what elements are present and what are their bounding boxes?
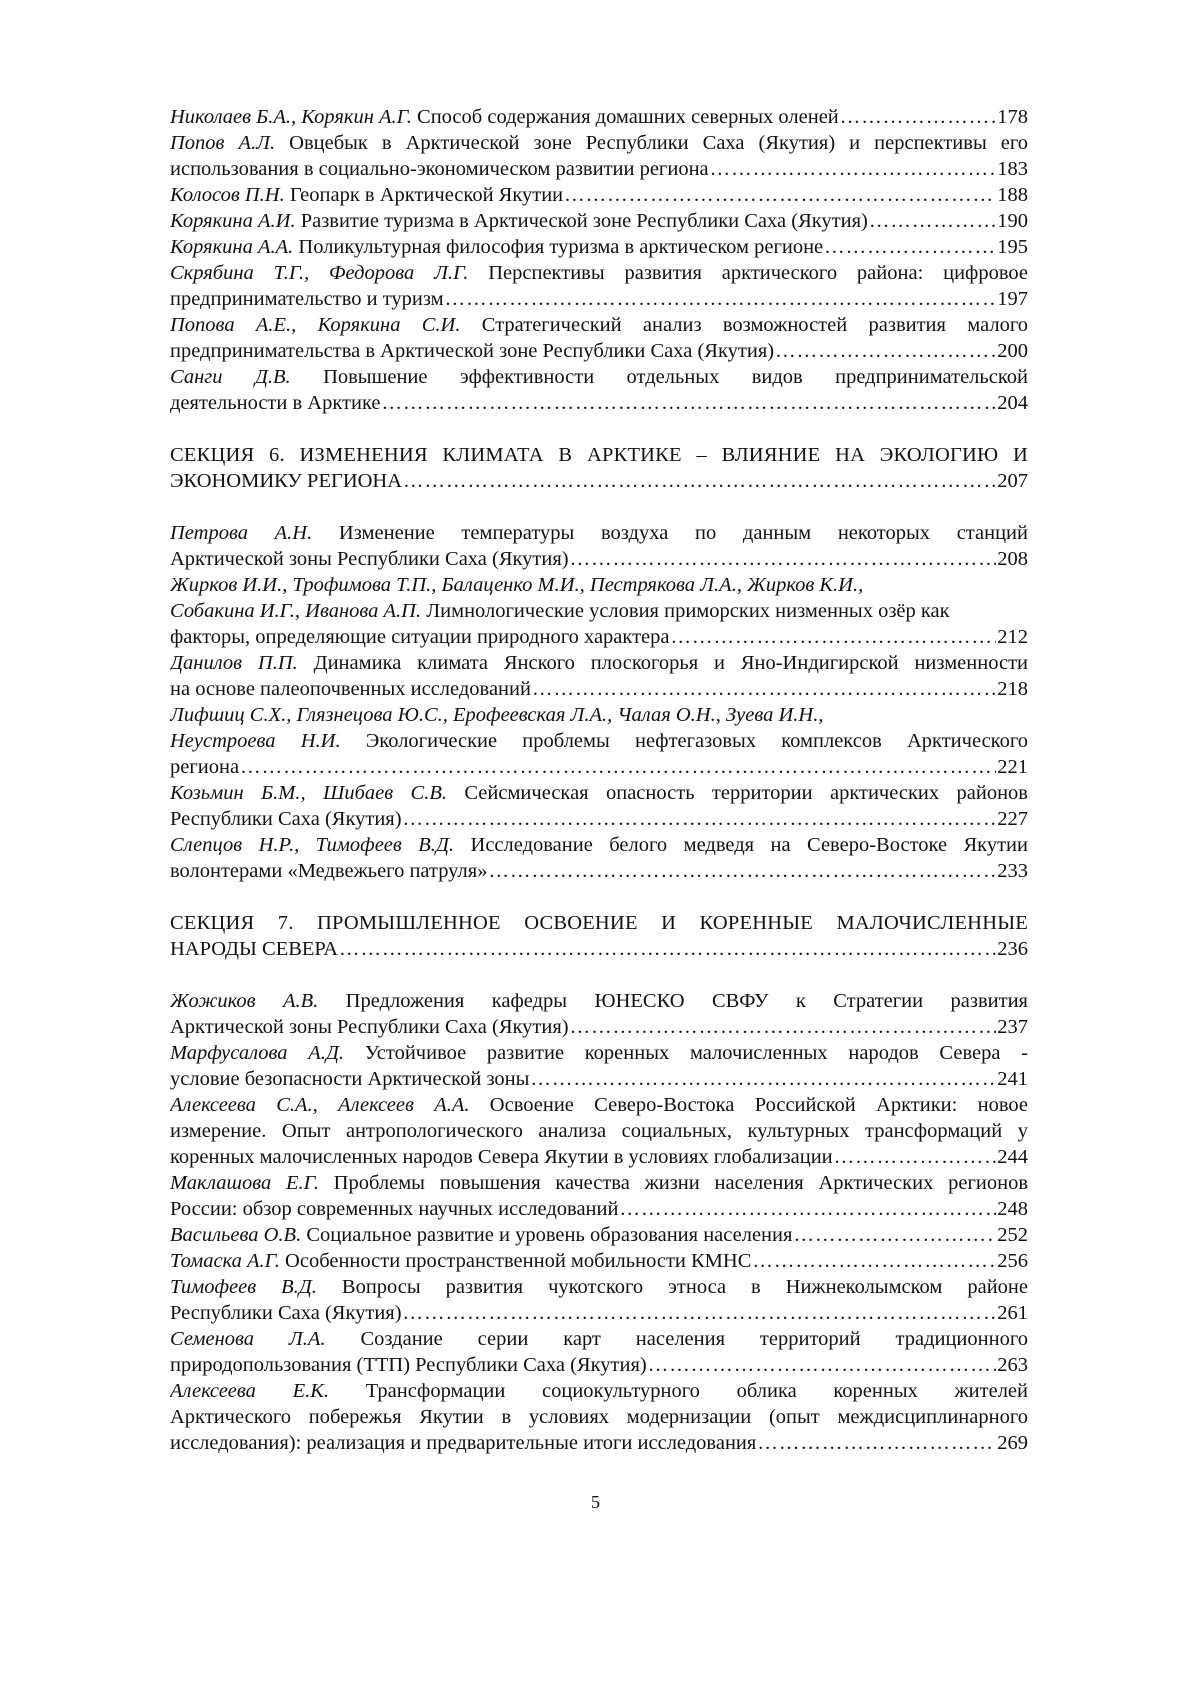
toc-entry[interactable] [170, 312, 1028, 364]
entry-title: Поликультурная философия туризма в арктическом регионе [293, 236, 824, 258]
entry-text-wrap [170, 1352, 647, 1378]
toc-entry[interactable] [170, 988, 1028, 1040]
entry-authors: Алексеева С.А., Алексеев А.А. [170, 1094, 470, 1116]
dot-leader [869, 208, 996, 234]
toc-entry-last-line [170, 1144, 1028, 1170]
toc-entry-line [170, 650, 1028, 676]
entry-title: Динамика климата Янского плоскогорья и Яно-Индигирской низменности [297, 652, 1028, 674]
entry-authors: Тимофеев В.Д. [170, 1276, 317, 1298]
toc-entry[interactable] [170, 1378, 1028, 1456]
entry-title: коренных малочисленных народов Севера Якутии в условиях глобализации [170, 1146, 833, 1168]
toc-entry[interactable] [170, 520, 1028, 572]
toc-entry[interactable] [170, 260, 1028, 312]
entry-title: Исследование белого медведя на Северо-Востоке Якутии [454, 834, 1028, 856]
toc-entry-last-line [170, 624, 1028, 650]
entry-title: предпринимательство и туризм [170, 288, 444, 310]
entry-authors: Алексеева Е.К. [170, 1380, 329, 1402]
entry-page-number: 237 [997, 1016, 1028, 1038]
entry-text-wrap [170, 1300, 402, 1326]
entry-text-wrap [170, 1144, 833, 1170]
toc-entry[interactable] [170, 832, 1028, 884]
entry-title: Республики Саха (Якутия) [170, 808, 402, 830]
entry-authors: Собакина И.Г., Иванова А.П. [170, 600, 422, 622]
entry-title: Способ содержания домашних северных оленей [411, 106, 839, 128]
toc-entry-last-line [170, 676, 1028, 702]
dot-leader [840, 104, 996, 130]
entry-authors: Жирков И.И., Трофимова Т.П., Балаценко М.И., Пестрякова Л.А., Жирков К.И., [170, 574, 864, 596]
section-7-title-line2: НАРОДЫ СЕВЕРА [170, 938, 339, 960]
entry-page-number: 261 [997, 1302, 1028, 1324]
toc-entry[interactable] [170, 650, 1028, 702]
entry-page-number: 221 [997, 756, 1028, 778]
dot-leader [752, 1248, 996, 1274]
toc-entry-last-line [170, 1066, 1028, 1092]
entry-authors: Васильева О.В. [170, 1224, 302, 1246]
entry-title: использования в социально-экономическом развитии региона [170, 158, 709, 180]
entry-page-number: 269 [997, 1432, 1028, 1454]
toc-entry[interactable] [170, 364, 1028, 416]
entry-page-number: 218 [997, 678, 1028, 700]
toc-entry-line [170, 260, 1028, 286]
entry-title: Геопарк в Арктической Якутии [284, 184, 564, 206]
toc-entry-last-line [170, 104, 1028, 130]
toc-entry-line [170, 312, 1028, 338]
entry-title: условие безопасности Арктической зоны [170, 1068, 530, 1090]
entry-page-number: 178 [997, 106, 1028, 128]
table-of-contents [170, 104, 1028, 1456]
toc-entry-last-line [170, 1352, 1028, 1378]
entry-text-wrap [170, 624, 670, 650]
toc-entry-line [170, 780, 1028, 806]
dot-leader [570, 546, 997, 572]
toc-entry-last-line [170, 1222, 1028, 1248]
entry-page-number: 188 [997, 184, 1028, 206]
entry-text-wrap [170, 104, 839, 130]
entry-title: Социальное развитие и уровень образования населения [301, 1224, 793, 1246]
entry-authors: Лифшиц С.Х., Глязнецова Ю.С., Ерофеевская Л.А., Чалая О.Н., Зуева И.Н., [170, 704, 824, 726]
dot-leader [564, 182, 996, 208]
toc-entry-last-line [170, 390, 1028, 416]
entry-page-number: 204 [997, 392, 1028, 414]
entry-text-wrap [170, 156, 709, 182]
entry-authors: Слепцов Н.Р., Тимофеев В.Д. [170, 834, 455, 856]
entry-title: Арктической зоны Республики Саха (Якутия) [170, 1016, 569, 1038]
dot-leader [339, 936, 996, 962]
dot-leader [240, 754, 996, 780]
entry-text-wrap [170, 286, 444, 312]
entry-title: Вопросы развития чукотского этноса в Нижнеколымском районе [316, 1276, 1028, 1298]
entry-text-wrap [170, 390, 381, 416]
toc-entry[interactable] [170, 572, 1028, 650]
toc-entry[interactable] [170, 130, 1028, 182]
entry-text-wrap [170, 754, 239, 780]
section-7-page: 236 [997, 938, 1028, 960]
toc-entry-line [170, 1040, 1028, 1066]
toc-entry-last-line [170, 286, 1028, 312]
toc-entry-last-line [170, 182, 1028, 208]
section-7-heading[interactable] [170, 910, 1028, 962]
toc-entry-line [170, 1274, 1028, 1300]
dot-leader [648, 1352, 997, 1378]
dot-leader [445, 286, 997, 312]
dot-leader [532, 676, 996, 702]
entry-text-wrap [170, 1248, 751, 1274]
toc-entry-last-line [170, 338, 1028, 364]
toc-entry[interactable] [170, 1040, 1028, 1092]
entry-authors: Петрова А.Н. [170, 522, 313, 544]
toc-part1 [170, 104, 1028, 416]
dot-leader [570, 1014, 997, 1040]
entry-title: Перспективы развития арктического района: цифровое [468, 262, 1028, 284]
dot-leader [757, 1430, 996, 1456]
toc-entry-line [170, 1170, 1028, 1196]
toc-entry[interactable] [170, 104, 1028, 130]
toc-part2 [170, 520, 1028, 884]
entry-page-number: 227 [997, 808, 1028, 830]
entry-page-number: 197 [997, 288, 1028, 310]
entry-title: Развитие туризма в Арктической зоне Республики Саха (Якутия) [295, 210, 868, 232]
toc-entry[interactable] [170, 702, 1028, 780]
section-6-heading[interactable] [170, 442, 1028, 494]
toc-entry-last-line [170, 1300, 1028, 1326]
toc-entry-line [170, 832, 1028, 858]
toc-entry-last-line [170, 156, 1028, 182]
entry-page-number: 200 [997, 340, 1028, 362]
entry-authors: Попов А.Л. [170, 132, 276, 154]
toc-entry-line [170, 572, 1028, 598]
entry-title: Повышение эффективности отдельных видов предпринимательской [290, 366, 1028, 388]
entry-authors: Неустроева Н.И. [170, 730, 341, 752]
toc-entry-line [170, 520, 1028, 546]
entry-title: Проблемы повышения качества жизни населения Арктических регионов [318, 1172, 1028, 1194]
entry-title: на основе палеопочвенных исследований [170, 678, 531, 700]
dot-leader [775, 338, 996, 364]
entry-text-wrap [170, 182, 563, 208]
entry-authors: Семенова Л.А. [170, 1328, 326, 1350]
entry-page-number: 233 [997, 860, 1028, 882]
dot-leader [382, 390, 997, 416]
toc-entry-line [170, 1118, 1028, 1144]
toc-entry-line [170, 1326, 1028, 1352]
entry-page-number: 263 [997, 1354, 1028, 1376]
toc-entry-line [170, 364, 1028, 390]
toc-entry-line [170, 598, 1028, 624]
section-6-title-line2: ЭКОНОМИКУ РЕГИОНА [170, 470, 403, 492]
entry-authors: Жожиков А.В. [170, 990, 319, 1012]
entry-text-wrap [170, 806, 402, 832]
entry-title: России: обзор современных научных исследований [170, 1198, 619, 1220]
dot-leader [619, 1196, 996, 1222]
entry-page-number: 190 [997, 210, 1028, 232]
toc-entry-last-line [170, 754, 1028, 780]
entry-title: Создание серии карт населения территорий традиционного [325, 1328, 1028, 1350]
entry-title: волонтерами «Медвежьего патруля» [170, 860, 488, 882]
entry-authors: Марфусалова А.Д. [170, 1042, 345, 1064]
entry-text-wrap [170, 858, 487, 884]
entry-authors: Колосов П.Н. [170, 184, 285, 206]
entry-title: факторы, определяющие ситуации природного характера [170, 626, 670, 648]
entry-page-number: 248 [997, 1198, 1028, 1220]
dot-leader [824, 234, 996, 260]
toc-entry[interactable] [170, 1326, 1028, 1378]
entry-authors: Козьмин Б.М., Шибаев С.В. [170, 782, 447, 804]
entry-authors: Скрябина Т.Г., Федорова Л.Г. [170, 262, 469, 284]
page-number: 5 [591, 1492, 600, 1512]
section-7-title-line1: СЕКЦИЯ 7. ПРОМЫШЛЕННОЕ ОСВОЕНИЕ И КОРЕННЫЕ МАЛОЧИСЛЕННЫЕ [170, 912, 1028, 934]
entry-title: Освоение Северо-Востока Российской Арктики: новое [469, 1094, 1028, 1116]
toc-entry-last-line [170, 1430, 1028, 1456]
toc-entry-last-line [170, 858, 1028, 884]
toc-entry-line [170, 1092, 1028, 1118]
entry-title: Республики Саха (Якутия) [170, 1302, 402, 1324]
entry-title: Трансформации социокультурного облика коренных жителей [328, 1380, 1028, 1402]
toc-entry[interactable] [170, 1222, 1028, 1248]
entry-text-wrap [170, 1196, 618, 1222]
toc-entry[interactable] [170, 780, 1028, 832]
entry-text-wrap [170, 1014, 569, 1040]
entry-title: Овцебык в Арктической зоне Республики Саха (Якутия) и перспективы его [275, 132, 1028, 154]
entry-title: Арктического побережья Якутии в условиях модернизации (опыт междисциплинарного [170, 1406, 1028, 1428]
toc-entry-last-line [170, 1196, 1028, 1222]
dot-leader [671, 624, 997, 650]
entry-title: деятельности в Арктике [170, 392, 381, 414]
entry-text-wrap [170, 546, 569, 572]
dot-leader [834, 1144, 997, 1170]
toc-entry[interactable] [170, 234, 1028, 260]
entry-text-wrap [170, 234, 823, 260]
section-7-title-line2-row [170, 936, 1028, 962]
entry-text-wrap [170, 1222, 792, 1248]
entry-title: предпринимательства в Арктической зоне Республики Саха (Якутия) [170, 340, 775, 362]
dot-leader [793, 1222, 996, 1248]
toc-entry-last-line [170, 1014, 1028, 1040]
toc-entry[interactable] [170, 182, 1028, 208]
toc-entry-last-line [170, 546, 1028, 572]
entry-title: Экологические проблемы нефтегазовых комплексов Арктического [340, 730, 1028, 752]
section-6-title-line1: СЕКЦИЯ 6. ИЗМЕНЕНИЯ КЛИМАТА В АРКТИКЕ – ВЛИЯНИЕ НА ЭКОЛОГИЮ И [170, 444, 1028, 466]
entry-title: исследования): реализация и предварительные итоги исследования [170, 1432, 757, 1454]
entry-page-number: 256 [997, 1250, 1028, 1272]
dot-leader [530, 1066, 996, 1092]
entry-title: Стратегический анализ возможностей развития малого [460, 314, 1028, 336]
entry-title: Особенности пространственной мобильности КМНС [279, 1250, 752, 1272]
toc-entry[interactable] [170, 1170, 1028, 1222]
toc-entry[interactable] [170, 1248, 1028, 1274]
toc-entry-last-line [170, 1248, 1028, 1274]
entry-authors: Корякина А.И. [170, 210, 296, 232]
entry-page-number: 183 [997, 158, 1028, 180]
entry-text-wrap [170, 1066, 529, 1092]
entry-title: Лимнологические условия приморских низменных озёр как [421, 600, 950, 622]
entry-page-number: 244 [997, 1146, 1028, 1168]
entry-text-wrap [170, 676, 531, 702]
dot-leader [710, 156, 997, 182]
entry-title: Сейсмическая опасность территории арктических районов [446, 782, 1028, 804]
entry-text-wrap [170, 208, 868, 234]
entry-page-number: 212 [997, 626, 1028, 648]
entry-title: Устойчивое развитие коренных малочисленных народов Севера - [344, 1042, 1028, 1064]
entry-page-number: 252 [997, 1224, 1028, 1246]
toc-entry-line [170, 1404, 1028, 1430]
entry-page-number: 195 [997, 236, 1028, 258]
entry-title: Арктической зоны Республики Саха (Якутия) [170, 548, 569, 570]
toc-entry-last-line [170, 234, 1028, 260]
entry-title: региона [170, 756, 240, 778]
entry-authors: Корякина А.А. [170, 236, 294, 258]
entry-authors: Санги Д.В. [170, 366, 291, 388]
toc-entry-line [170, 1378, 1028, 1404]
toc-entry[interactable] [170, 1092, 1028, 1170]
entry-title: Предложения кафедры ЮНЕСКО СВФУ к Стратегии развития [318, 990, 1028, 1012]
toc-entry-last-line [170, 806, 1028, 832]
toc-entry-line [170, 728, 1028, 754]
dot-leader [403, 468, 996, 494]
entry-title: природопользования (ТТП) Республики Саха (Якутия) [170, 1354, 647, 1376]
section-6-title-line2-row [170, 468, 1028, 494]
entry-page-number: 241 [997, 1068, 1028, 1090]
entry-page-number: 208 [997, 548, 1028, 570]
entry-authors: Попова А.Е., Корякина С.И. [170, 314, 461, 336]
entry-title: Изменение температуры воздуха по данным некоторых станций [312, 522, 1028, 544]
entry-authors: Николаев Б.А., Корякин А.Г. [170, 106, 412, 128]
toc-entry-last-line [170, 208, 1028, 234]
toc-entry-line [170, 988, 1028, 1014]
toc-entry[interactable] [170, 1274, 1028, 1326]
section-6-page: 207 [997, 470, 1028, 492]
dot-leader [403, 1300, 997, 1326]
toc-entry-line [170, 130, 1028, 156]
entry-authors: Томаска А.Г. [170, 1250, 280, 1272]
entry-text-wrap [170, 1430, 756, 1456]
entry-text-wrap [170, 338, 774, 364]
toc-part3 [170, 988, 1028, 1456]
dot-leader [488, 858, 996, 884]
entry-authors: Маклашова Е.Г. [170, 1172, 319, 1194]
entry-authors: Данилов П.П. [170, 652, 298, 674]
toc-entry[interactable] [170, 208, 1028, 234]
toc-entry-line [170, 702, 1028, 728]
dot-leader [403, 806, 997, 832]
entry-title: измерение. Опыт антропологического анализа социальных, культурных трансформаций у [170, 1120, 1028, 1142]
